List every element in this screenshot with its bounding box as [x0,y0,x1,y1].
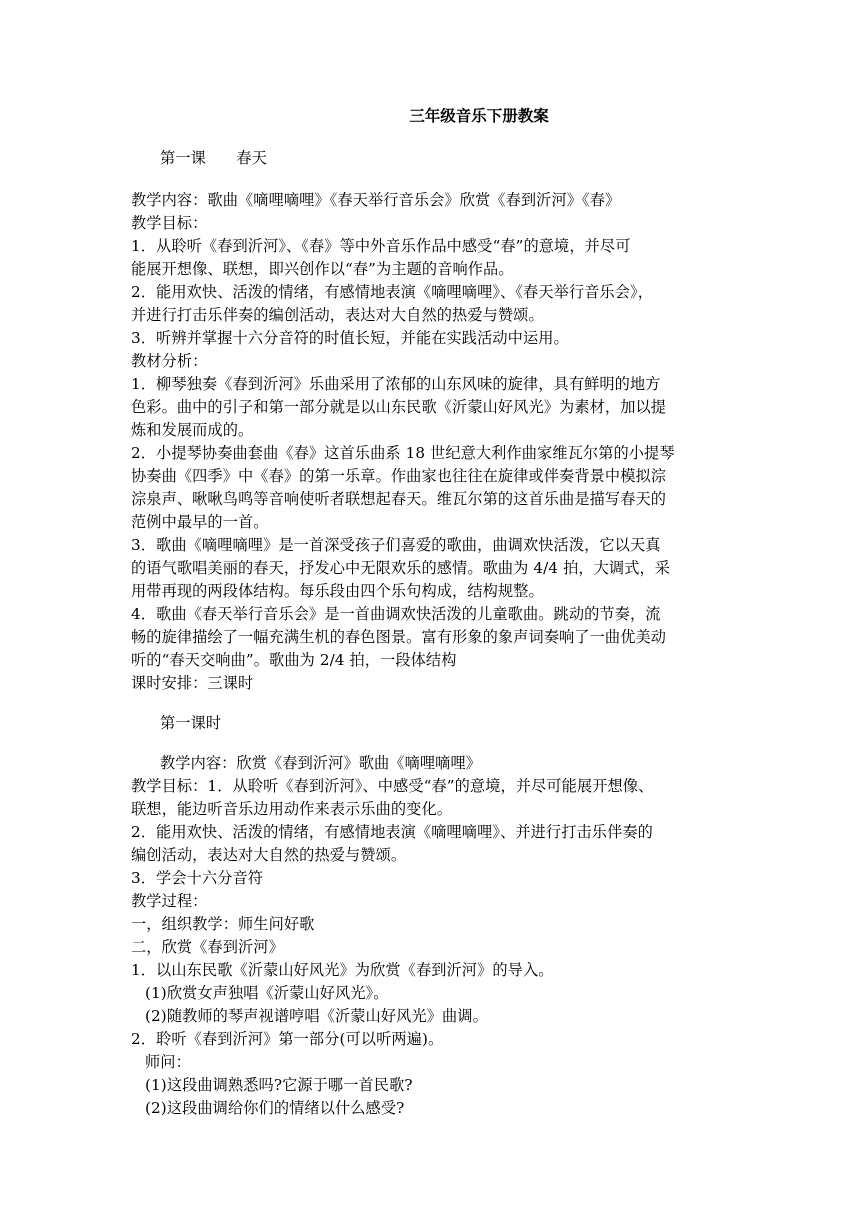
text-line: 2．聆听《春到沂河》第一部分(可以听两遍)。 [131,1030,444,1048]
text-line: 二，欣赏《春到沂河》 [131,938,284,956]
text-line: 范例中最早的一首。 [131,513,269,531]
question-item: (1)这段曲调熟悉吗?它源于哪一首民歌? [145,1076,413,1094]
text-line: 教材分析： [131,352,208,370]
sub-item: (1)欣赏女声独唱《沂蒙山好风光》。 [145,984,389,1002]
text-line: 听的“春天交响曲”。歌曲为 2/4 拍，一段体结构 [131,651,457,669]
text-line: 1．柳琴独奏《春到沂河》乐曲采用了浓郁的山东风味的旋律，具有鲜明的地方 [131,375,661,393]
text-line: 的语气歌唱美丽的春天，抒发心中无限欢乐的感情。歌曲为 4/4 拍，大调式，采 [131,559,671,577]
text-line: 色彩。曲中的引子和第一部分就是以山东民歌《沂蒙山好风光》为素材，加以提 [131,398,667,416]
text-line: 2．能用欢快、活泼的情绪，有感情地表演《嘀哩嘀哩》、《春天举行音乐会》， [131,283,654,301]
text-line: 一，组织教学：师生问好歌 [131,915,315,933]
text-line: 并进行打击乐伴奏的编创活动，表达对大自然的热爱与赞颂。 [131,306,544,324]
text-line: 3．学会十六分音符 [131,869,264,887]
text-line: 联想，能边听音乐边用动作来表示乐曲的变化。 [131,800,453,818]
text-line: 教学内容：歌曲《嘀哩嘀哩》《春天举行音乐会》欣赏《春到沂河》《春》 [131,191,621,209]
text-line: 2．能用欢快、活泼的情绪，有感情地表演《嘀哩嘀哩》、并进行打击乐伴奏的 [131,823,653,841]
lesson-heading: 第一课 春天 [160,149,268,167]
period-heading: 第一课时 [160,714,222,732]
text-line: 用带再现的两段体结构。每乐段由四个乐句构成，结构规整。 [131,582,544,600]
text-line: 3．歌曲《嘀哩嘀哩》是一首深受孩子们喜爱的歌曲，曲调欢快活泼，它以天真 [131,536,661,554]
text-line: 课时安排：三课时 [131,674,254,692]
text-line: 3．听辨并掌握十六分音符的时值长短，并能在实践活动中运用。 [131,329,569,347]
text-line: 4．歌曲《春天举行音乐会》是一首曲调欢快活泼的儿童歌曲。跳动的节奏，流 [131,605,661,623]
question-item: (2)这段曲调给你们的情绪以什么感受? [145,1099,405,1117]
text-line: 炼和发展而成的。 [131,421,254,439]
text-line: 1．从聆听《春到沂河》、《春》等中外音乐作品中感受“春”的意境，并尽可 [131,237,631,255]
document-title: 三年级音乐下册教案 [409,106,549,125]
text-line: 能展开想像、联想，即兴创作以“春”为主题的音响作品。 [131,260,514,278]
text-line: 教学目标： [131,214,208,232]
text-line: 2．小提琴协奏曲套曲《春》这首乐曲系 18 世纪意大利作曲家维瓦尔第的小提琴 [131,444,675,462]
text-line: 教学目标：1．从聆听《春到沂河》、中感受“春”的意境，并尽可能展开想像、 [131,777,654,795]
text-line: 畅的旋律描绘了一幅充满生机的春色图景。富有形象的象声词奏响了一曲优美动 [131,628,667,646]
text-line: 1．以山东民歌《沂蒙山好风光》为欣赏《春到沂河》的导入。 [131,961,554,979]
period-content: 教学内容：欣赏《春到沂河》歌曲《嘀哩嘀哩》 [160,754,482,772]
text-line: 淙泉声、啾啾鸟鸣等音响使听者联想起春天。维瓦尔第的这首乐曲是描写春天的 [131,490,667,508]
teacher-ask: 师问： [145,1053,191,1071]
sub-item: (2)随教师的琴声视谱哼唱《沂蒙山好风光》曲调。 [145,1007,488,1025]
text-line: 编创活动，表达对大自然的热爱与赞颂。 [131,846,407,864]
text-line: 协奏曲《四季》中《春》的第一乐章。作曲家也往往在旋律或伴奏背景中模拟淙 [131,467,667,485]
text-line: 教学过程： [131,892,208,910]
